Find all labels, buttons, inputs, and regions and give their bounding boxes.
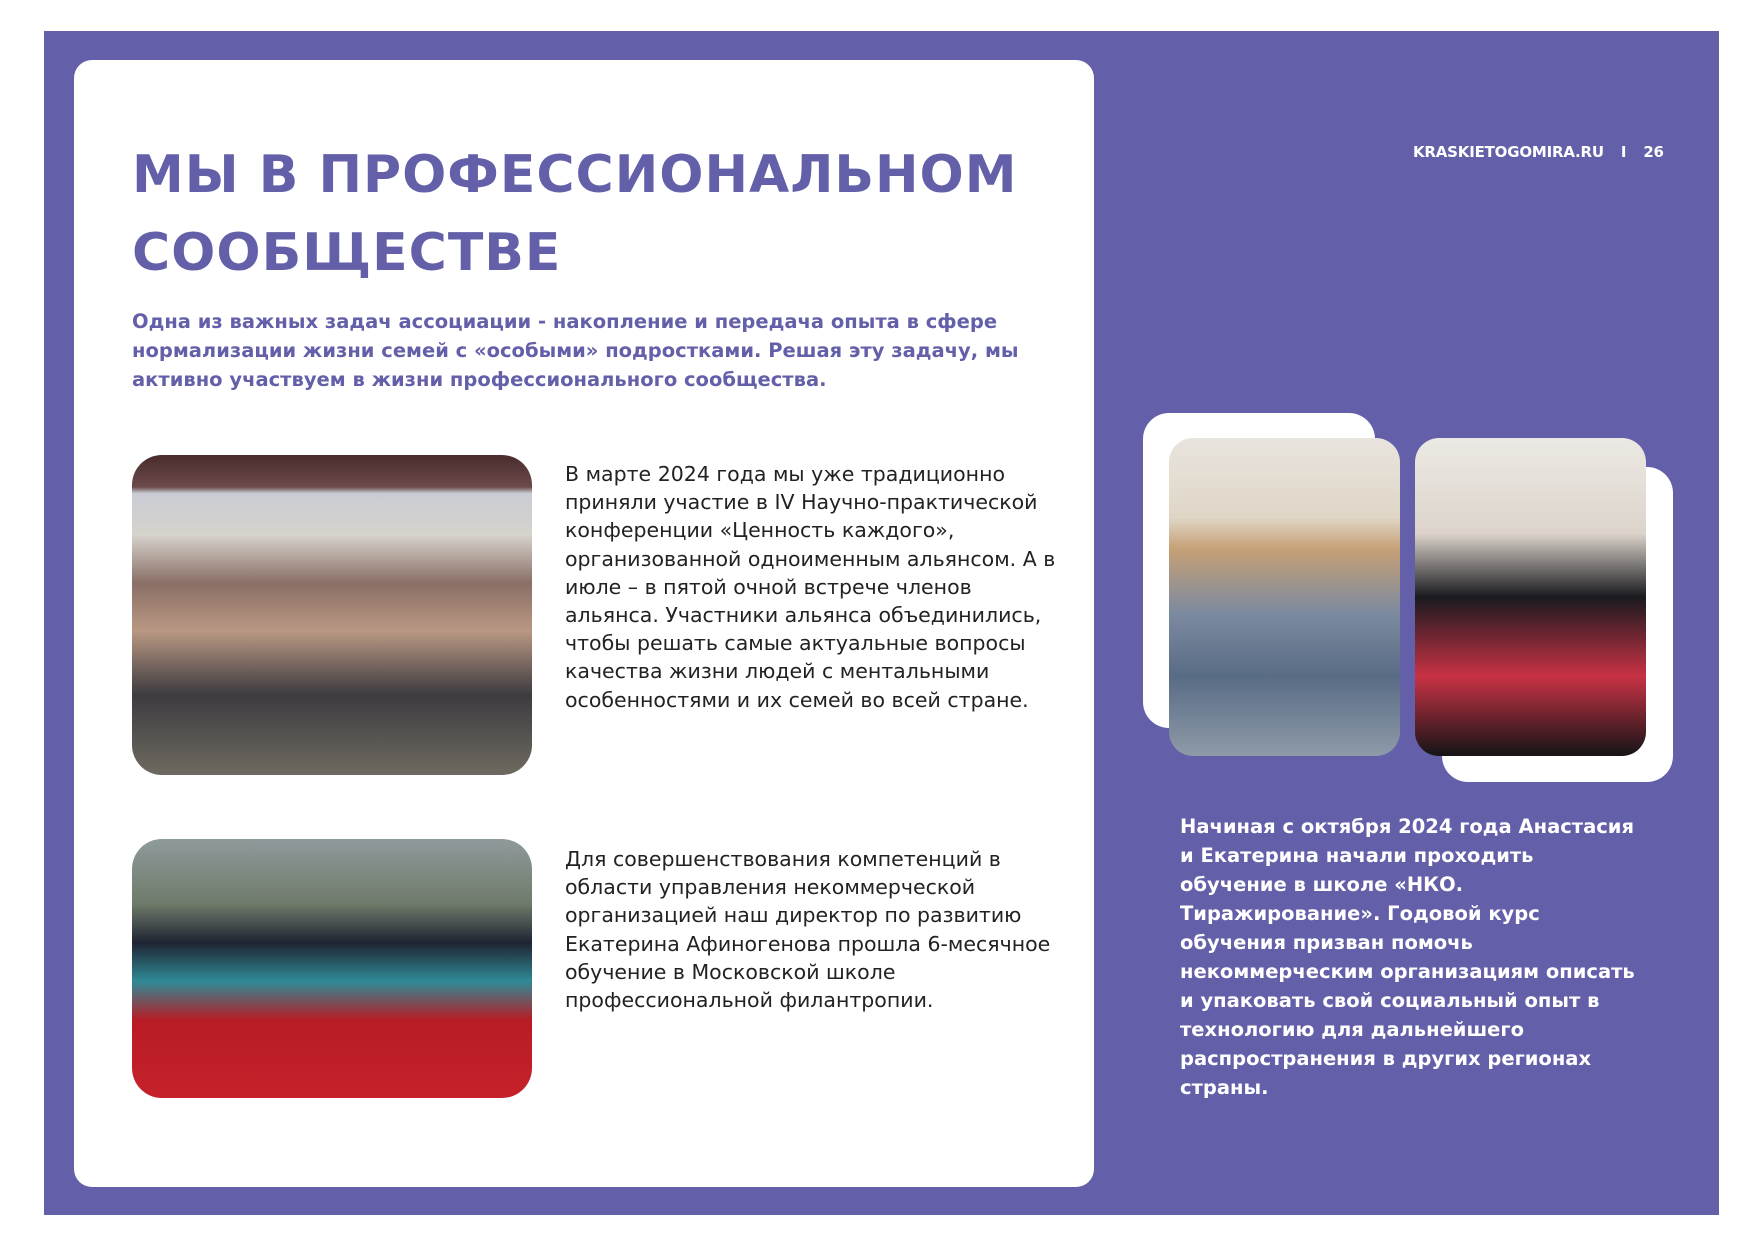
nko-school-text: Начиная с октября 2024 года Анастасия и Екатерина начали проходить обучение в школе «НКО. Тиражирование». Годовой курс обучения призван помочь некоммерческим организациям описать и упаковать свой социальный опыт в технологию для дальнейшего распространения в других регионах страны. <box>1180 815 1635 1099</box>
page-title: МЫ В ПРОФЕССИОНАЛЬНОМ СООБЩЕСТВЕ <box>132 145 1018 283</box>
graduation-group-photo <box>132 839 532 1098</box>
speaker-photo-anastasia <box>1169 438 1400 756</box>
conference-group-photo <box>132 455 532 775</box>
page-header <box>1413 143 1676 161</box>
conference-text: В марте 2024 года мы уже традиционно приняли участие в IV Научно-практической конференции «Ценность каждого», организованной одноименным альянсом. А в июле – в пятой очной встрече членов альянса. Участники альянса объединились, чтобы решать самые актуальные вопросы качества жизни людей с ментальными особенностями и их семей во всей стране. <box>565 462 1056 712</box>
page-number: 26 <box>1643 143 1664 161</box>
speaker-photo-ekaterina <box>1415 438 1646 756</box>
site-url: KRASKIETOGOMIRA.RU <box>1413 143 1604 161</box>
philanthropy-school-text: Для совершенствования компетенций в области управления некоммерческой организацией наш директор по развитию Екатерина Афиногенова прошла 6-месячное обучение в Московской школе профессиональной филантропии. <box>565 847 1051 1013</box>
lead-paragraph: Одна из важных задач ассоциации - накопление и передача опыта в сфере нормализации жизни семей с «особыми» подростками. Решая эту задачу, мы активно участвуем в жизни профессионального сообщества. <box>132 310 1019 391</box>
header-separator: I <box>1620 143 1627 161</box>
